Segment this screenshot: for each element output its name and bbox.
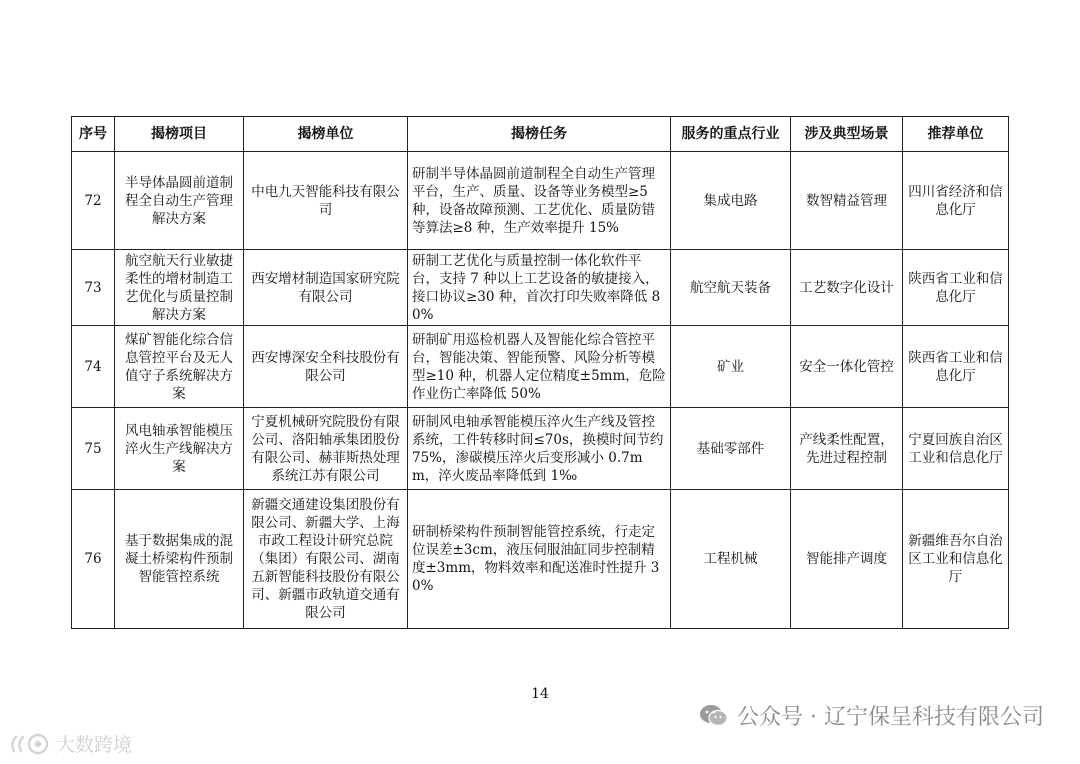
- corner-brand-logo: [8, 730, 132, 757]
- cell-project: 基于数据集成的混凝土桥梁构件预制智能管控系统: [115, 490, 244, 629]
- cell-project: 风电轴承智能模压淬火生产线解决方案: [115, 408, 244, 490]
- cell-recommender: 四川省经济和信息化厅: [903, 152, 1009, 250]
- cell-project: 半导体晶圆前道制程全自动生产管理解决方案: [115, 152, 244, 250]
- cell-industry: 基础零部件: [671, 408, 791, 490]
- cell-number: 75: [72, 408, 115, 490]
- cell-task: 研制矿用巡检机器人及智能化综合管控平台，智能决策、智能预警、风险分析等模型≥10 种，机器人定位精度±5mm，危险作业伤亡率降低 50%: [408, 326, 671, 408]
- page-number: 14: [531, 686, 549, 702]
- brand-mark: [8, 731, 52, 757]
- cell-task: 研制半导体晶圆前道制程全自动生产管理平台，生产、质量、设备等业务模型≥5 种，设备故障预测、工艺优化、质量防错等算法≥8 种，生产效率提升 15%: [408, 152, 671, 250]
- cell-task: 研制工艺优化与质量控制一体化软件平台，支持 7 种以上工艺设备的敏捷接入，接口协议≥30 种，首次打印失败率降低 80%: [408, 250, 671, 326]
- cell-recommender: 新疆维吾尔自治区工业和信息化厅: [903, 490, 1009, 629]
- cell-unit: 新疆交通建设集团股份有限公司、新疆大学、上海市政工程设计研究总院（集团）有限公司、湖南五新智能科技股份有限公司、新疆市政轨道交通有限公司: [244, 490, 408, 629]
- header-cell-industry: 服务的重点行业: [671, 117, 791, 152]
- cell-scene: 工艺数字化设计: [791, 250, 903, 326]
- cell-scene: 数智精益管理: [791, 152, 903, 250]
- cell-industry: 工程机械: [671, 490, 791, 629]
- table-header-row: [72, 117, 1009, 152]
- cell-recommender: 宁夏回族自治区工业和信息化厅: [903, 408, 1009, 490]
- cell-recommender: 陕西省工业和信息化厅: [903, 250, 1009, 326]
- cell-number: 76: [72, 490, 115, 629]
- cell-number: 72: [72, 152, 115, 250]
- table-row: [72, 152, 1009, 250]
- table-row: [72, 326, 1009, 408]
- table-row: [72, 490, 1009, 629]
- cell-unit: 西安增材制造国家研究院有限公司: [244, 250, 408, 326]
- header-cell-scene: 涉及典型场景: [791, 117, 903, 152]
- cell-scene: 安全一体化管控: [791, 326, 903, 408]
- cell-unit: 西安博深安全科技股份有限公司: [244, 326, 408, 408]
- header-cell-task: 揭榜任务: [408, 117, 671, 152]
- corner-brand-text: 大数跨境: [56, 734, 133, 756]
- cell-project: 煤矿智能化综合信息管控平台及无人值守子系统解决方案: [115, 326, 244, 408]
- table-row: [72, 408, 1009, 490]
- cell-scene: 智能排产调度: [791, 490, 903, 629]
- cell-number: 74: [72, 326, 115, 408]
- header-cell-number: 序号: [72, 117, 115, 152]
- header-cell-project: 揭榜项目: [115, 117, 244, 152]
- cell-task: 研制风电轴承智能模压淬火生产线及管控系统，工件转移时间≤70s，换模时间节约 75%，渗碳模压淬火后变形减小 0.7mm，淬火废品率降低到 1‰: [408, 408, 671, 490]
- header-cell-recommender: 推荐单位: [903, 117, 1009, 152]
- cell-number: 73: [72, 250, 115, 326]
- cell-project: 航空航天行业敏捷柔性的增材制造工艺优化与质量控制解决方案: [115, 250, 244, 326]
- project-table: [71, 116, 1009, 629]
- cell-industry: 集成电路: [671, 152, 791, 250]
- wechat-watermark: [699, 700, 1044, 731]
- cell-industry: 航空航天装备: [671, 250, 791, 326]
- cell-scene: 产线柔性配置，先进过程控制: [791, 408, 903, 490]
- wechat-icon: [699, 703, 729, 729]
- header-cell-unit: 揭榜单位: [244, 117, 408, 152]
- cell-unit: 中电九天智能科技有限公司: [244, 152, 408, 250]
- cell-unit: 宁夏机械研究院股份有限公司、洛阳轴承集团股份有限公司、赫菲斯热处理系统江苏有限公司: [244, 408, 408, 490]
- cell-task: 研制桥梁构件预制智能管控系统，行走定位误差±3cm，液压伺服油缸同步控制精度±3mm，物料效率和配送准时性提升 30%: [408, 490, 671, 629]
- watermark-text: 公众号 · 辽宁保呈科技有限公司: [737, 705, 1044, 730]
- table-row: [72, 250, 1009, 326]
- cell-recommender: 陕西省工业和信息化厅: [903, 326, 1009, 408]
- cell-industry: 矿业: [671, 326, 791, 408]
